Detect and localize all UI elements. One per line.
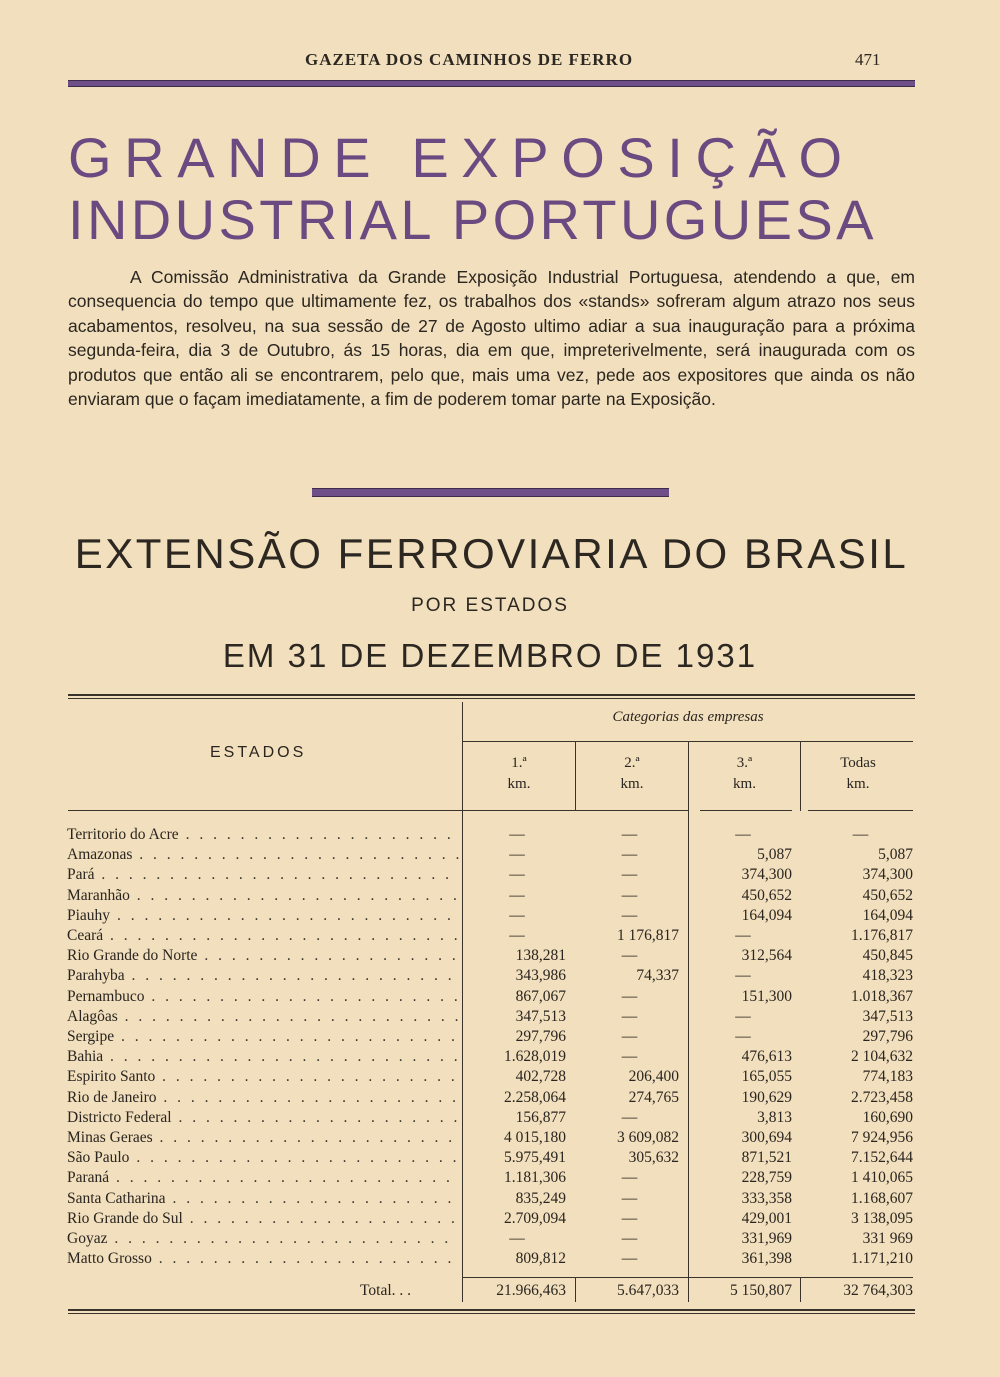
estado-name: Maranhão . . . xyxy=(67,887,459,905)
table-row xyxy=(0,1089,1000,1109)
estados-header: ESTADOS xyxy=(210,744,307,761)
cell-todas: 450,652 xyxy=(862,886,913,904)
column-unit: km. xyxy=(846,776,870,792)
railway-article-title: EXTENSÃO FERROVIARIA DO BRASIL xyxy=(74,530,909,577)
cell-3a: 190,629 xyxy=(741,1088,792,1106)
railway-article-date: EM 31 DE DEZEMBRO DE 1931 xyxy=(222,637,758,674)
cell-2a: 3 609,082 xyxy=(617,1129,679,1146)
total-label: Total. . . xyxy=(360,1282,412,1299)
cell-3a: 228,759 xyxy=(741,1169,792,1187)
cell-3a: 164,094 xyxy=(741,906,792,924)
total-1a: 21.966,463 xyxy=(496,1282,566,1299)
cell-1a: 156,877 xyxy=(515,1108,566,1126)
cell-1a: 1.628,019 xyxy=(504,1048,566,1066)
cell-3a: — xyxy=(735,826,751,843)
table-row xyxy=(0,907,1000,927)
estado-name: Goyaz . . . xyxy=(67,1230,459,1248)
cell-3a: 165,055 xyxy=(741,1068,792,1086)
cell-todas: 450,845 xyxy=(862,947,913,965)
exposition-notice-body: A Comissão Administrativa da Grande Exposição Industrial Portuguesa, atendendo a que, em consequencia do tempo que ultimamente fez, os trabalhos dos «stands» sofreram algum atrazo nos seus acabamentos, resolveu, na sua sessão de 27 de Agosto ultimo adiar a sua inauguração para a próxima segunda-feira, dia 3 de Outubro, ás 15 horas, dia em que, impreterivelmente, será inaugurada com os produtos que então ali se encontrarem, pelo que, mais uma vez, pede aos expositores que ainda os não enviaram que o façam imediatamente, a fim de poderem tomar parte na Exposição. xyxy=(68,267,915,410)
cell-3a: 333,358 xyxy=(741,1189,792,1207)
table-row xyxy=(0,967,1000,987)
cell-3a: 151,300 xyxy=(741,987,792,1005)
cell-2a: — xyxy=(621,1189,638,1207)
cell-3a: 300,694 xyxy=(741,1129,792,1146)
estado-name: Alagôas . . . xyxy=(67,1008,459,1026)
table-row xyxy=(0,988,1000,1008)
cell-todas: 1.171,210 xyxy=(851,1250,913,1268)
cell-3a: 3,813 xyxy=(757,1108,792,1126)
column-header-todas xyxy=(801,753,915,795)
cell-1a: 835,249 xyxy=(515,1189,566,1207)
column-label: Todas xyxy=(840,755,876,771)
table-bottom-rule xyxy=(68,1309,915,1314)
categories-header: Categorias das empresas xyxy=(612,709,764,725)
table-row xyxy=(0,1129,1000,1149)
column-header-1a xyxy=(463,753,575,795)
cell-2a: — xyxy=(621,1028,638,1045)
table-top-rule xyxy=(68,694,915,699)
table-head-rule-col3 xyxy=(700,810,792,811)
cell-3a: 450,652 xyxy=(741,886,792,904)
cell-todas: 7 924,956 xyxy=(851,1129,913,1146)
cell-2a: — xyxy=(621,1048,638,1066)
total-3a: 5 150,807 xyxy=(730,1282,792,1299)
estado-name: Bahia . . . xyxy=(67,1048,459,1066)
table-row xyxy=(0,887,1000,907)
cell-2a: — xyxy=(621,1108,638,1126)
cell-2a: — xyxy=(621,1209,638,1227)
cell-todas: 297,796 xyxy=(862,1028,913,1045)
table-total-rule xyxy=(463,1277,913,1278)
cell-1a: 343,986 xyxy=(515,967,566,985)
cell-2a: — xyxy=(621,947,638,965)
estado-name: Territorio do Acre . . . xyxy=(67,826,459,844)
table-row xyxy=(0,1008,1000,1028)
cell-1a: 402,728 xyxy=(515,1068,566,1086)
cell-todas: 1.176,817 xyxy=(851,927,913,944)
cell-3a: 361,398 xyxy=(741,1250,792,1268)
estado-name: Espirito Santo . . . xyxy=(67,1068,459,1086)
cell-1a: 5.975,491 xyxy=(504,1149,566,1167)
cell-todas: 164,094 xyxy=(862,906,913,924)
cell-2a: — xyxy=(621,1169,638,1187)
cell-1a: 347,513 xyxy=(515,1007,566,1025)
column-unit: km. xyxy=(507,776,531,792)
table-row xyxy=(0,1109,1000,1129)
column-header-2a xyxy=(576,753,688,795)
cell-2a: — xyxy=(621,1007,638,1025)
cell-todas: 160,690 xyxy=(862,1108,913,1126)
cell-todas: 1.168,607 xyxy=(851,1189,913,1207)
cell-1a: 4 015,180 xyxy=(504,1129,566,1146)
cell-1a: — xyxy=(509,826,525,843)
table-row xyxy=(0,1068,1000,1088)
cell-2a: 305,632 xyxy=(628,1149,679,1167)
cell-1a: — xyxy=(509,906,525,924)
running-head xyxy=(0,50,1000,72)
estado-name: Amazonas . . . xyxy=(67,846,459,864)
estado-name: Parahyba . . . xyxy=(67,967,459,985)
table-row xyxy=(0,947,1000,967)
table-head-rule-estados xyxy=(68,810,463,811)
column-header-3a xyxy=(689,753,800,795)
cell-3a: — xyxy=(735,927,751,944)
header-rule xyxy=(68,80,915,87)
journal-name: GAZETA DOS CAMINHOS DE FERRO xyxy=(305,50,634,69)
cell-3a: 374,300 xyxy=(741,866,792,884)
table-row xyxy=(0,927,1000,947)
total-todas: 32 764,303 xyxy=(843,1282,913,1299)
railway-article-subtitle: POR ESTADOS xyxy=(411,595,569,616)
cell-1a: — xyxy=(509,927,525,944)
estado-name: Paraná . . . xyxy=(67,1169,459,1187)
estado-name: Sergipe . . . xyxy=(67,1028,459,1046)
cell-2a: — xyxy=(621,987,638,1005)
cell-todas: 3 138,095 xyxy=(851,1209,913,1227)
estado-name: Piauhy . . . xyxy=(67,907,459,925)
cell-todas: 2.723,458 xyxy=(851,1088,913,1106)
table-row xyxy=(0,866,1000,886)
cell-1a: 867,067 xyxy=(515,987,566,1005)
table-row xyxy=(0,1048,1000,1068)
total-2a: 5.647,033 xyxy=(617,1282,679,1299)
table-row xyxy=(0,1169,1000,1189)
cell-1a: — xyxy=(509,886,525,904)
cell-todas: 1 410,065 xyxy=(851,1169,913,1187)
page-number: 471 xyxy=(855,50,881,69)
cell-1a: — xyxy=(509,866,525,884)
cell-1a: 1.181,306 xyxy=(504,1169,566,1187)
estado-name: Pará . . . xyxy=(67,866,459,884)
cell-3a: 5,087 xyxy=(757,846,792,864)
cell-3a: 476,613 xyxy=(741,1048,792,1066)
cell-1a: — xyxy=(509,1230,525,1247)
estado-name: Rio Grande do Norte . . . xyxy=(67,947,459,965)
cell-2a: — xyxy=(621,886,638,904)
cell-1a: — xyxy=(509,846,525,864)
cell-todas: 418,323 xyxy=(862,967,913,985)
cell-3a: 331,969 xyxy=(741,1230,792,1247)
cell-1a: 138,281 xyxy=(515,947,566,965)
cell-3a: — xyxy=(735,1028,751,1045)
cell-1a: 2.709,094 xyxy=(504,1209,566,1227)
cell-2a: — xyxy=(621,1250,638,1268)
estado-name: Matto Grosso . . . xyxy=(67,1250,459,1268)
estado-name: São Paulo . . . xyxy=(67,1149,459,1167)
cell-2a: 1 176,817 xyxy=(617,927,679,944)
estado-name: Santa Catharina . . . xyxy=(67,1190,459,1208)
cell-1a: 2.258,064 xyxy=(504,1088,566,1106)
cell-todas: 5,087 xyxy=(878,846,913,864)
estado-name: Rio Grande do Sul . . . xyxy=(67,1210,459,1228)
column-label: 1.ª xyxy=(511,755,527,771)
table-row xyxy=(0,826,1000,846)
cell-2a: — xyxy=(621,1230,638,1247)
estado-name: Pernambuco . . . xyxy=(67,988,459,1006)
cell-1a: 297,796 xyxy=(515,1028,566,1045)
cell-3a: 429,001 xyxy=(741,1209,792,1227)
estado-name: Minas Geraes . . . xyxy=(67,1129,459,1147)
estado-name: Districto Federal . . . xyxy=(67,1109,459,1127)
estado-name: Ceará . . . xyxy=(67,927,459,945)
cell-2a: 274,765 xyxy=(628,1088,679,1106)
cell-2a: — xyxy=(621,826,638,843)
table-categories-rule xyxy=(463,741,913,742)
cell-2a: 74,337 xyxy=(636,967,679,985)
table-head-rule-col12 xyxy=(463,810,688,811)
cell-3a: 871,521 xyxy=(741,1149,792,1167)
cell-3a: — xyxy=(735,967,751,985)
exposition-headline-line1: GRANDE EXPOSIÇÃO xyxy=(68,126,855,189)
column-unit: km. xyxy=(733,776,756,792)
column-label: 2.ª xyxy=(624,755,640,771)
table-row xyxy=(0,1149,1000,1169)
cell-2a: — xyxy=(621,906,638,924)
cell-2a: — xyxy=(621,846,638,864)
cell-2a: 206,400 xyxy=(628,1068,679,1086)
estado-name: Rio de Janeiro . . . xyxy=(67,1089,459,1107)
column-label: 3.ª xyxy=(736,755,753,771)
cell-1a: 809,812 xyxy=(515,1250,566,1268)
table-row xyxy=(0,1230,1000,1250)
column-unit: km. xyxy=(620,776,644,792)
cell-3a: 312,564 xyxy=(741,947,792,965)
section-divider-rule xyxy=(312,488,669,497)
cell-todas: 347,513 xyxy=(862,1007,913,1025)
cell-todas: 7.152,644 xyxy=(851,1149,913,1167)
table-row xyxy=(0,1210,1000,1230)
cell-3a: — xyxy=(735,1007,751,1025)
cell-todas: 1.018,367 xyxy=(851,987,913,1005)
table-head-rule-col4 xyxy=(808,810,913,811)
cell-todas: 374,300 xyxy=(862,866,913,884)
table-row xyxy=(0,1028,1000,1048)
cell-todas: 331 969 xyxy=(862,1230,913,1247)
cell-todas: 774,183 xyxy=(862,1068,913,1086)
table-row xyxy=(0,1250,1000,1270)
exposition-headline-line2: INDUSTRIAL PORTUGUESA xyxy=(68,188,877,251)
table-row xyxy=(0,846,1000,866)
cell-todas: 2 104,632 xyxy=(851,1048,913,1066)
cell-todas: — xyxy=(852,826,869,843)
cell-2a: — xyxy=(621,866,638,884)
table-row xyxy=(0,1190,1000,1210)
table-total-row xyxy=(0,1282,1000,1302)
